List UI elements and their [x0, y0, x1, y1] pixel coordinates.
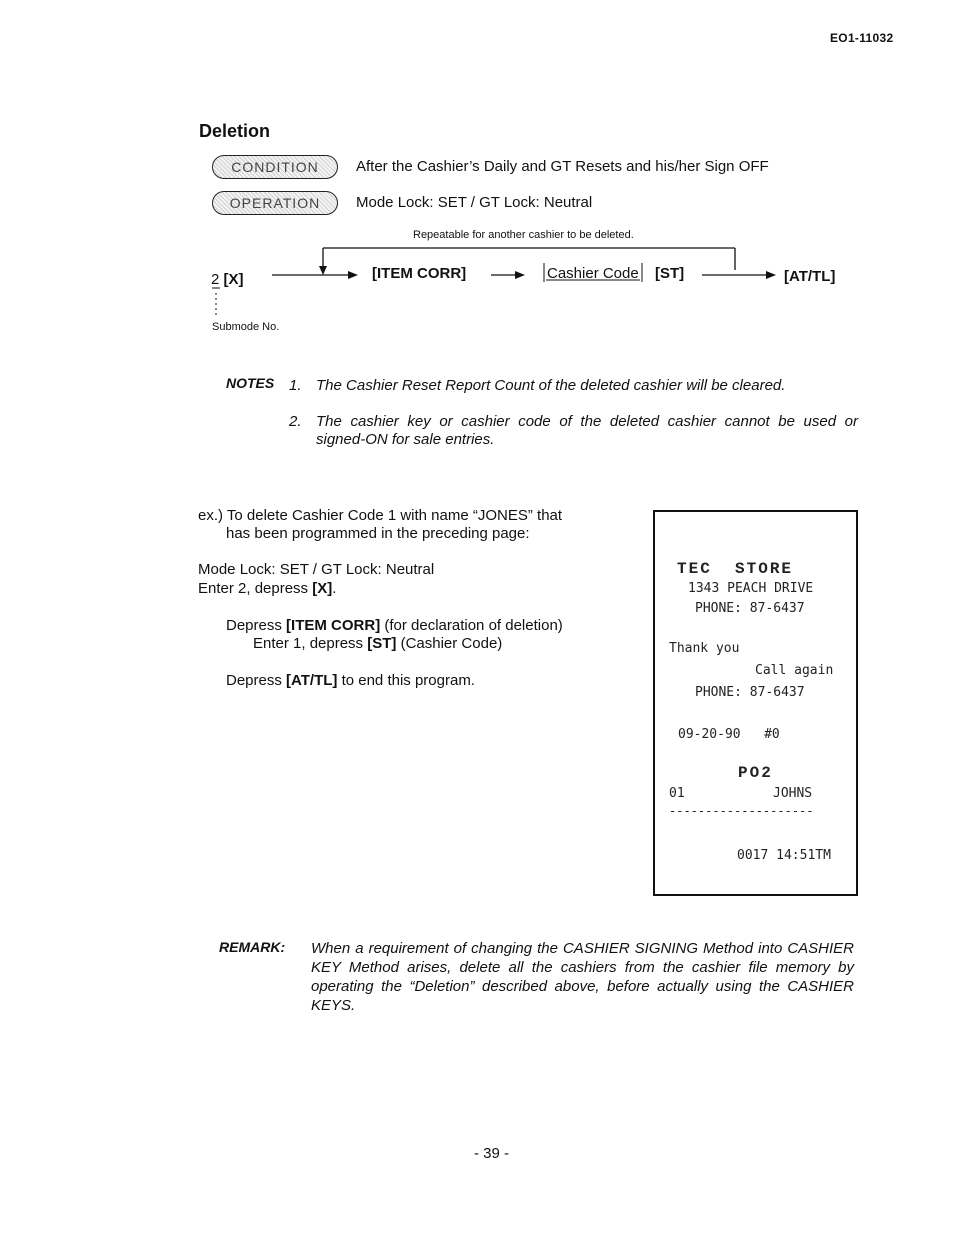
receipt-cashier-number: 01: [669, 786, 685, 801]
document-number: EO1-11032: [830, 31, 894, 45]
remark-label: REMARK:: [219, 939, 286, 955]
operation-text: Mode Lock: SET / GT Lock: Neutral: [356, 194, 593, 211]
example-step-enter-2: Enter 2, depress [X].: [198, 580, 337, 597]
condition-text: After the Cashier’s Daily and GT Resets and his/her Sign OFF: [356, 158, 769, 175]
remark-text: When a requirement of changing the CASHIER SIGNING Method into CASHIER KEY Method arises, delete all the cashiers from the cashier file memory by operating the “Deletion” described above, before actually using the CASHIER KEYS.: [311, 940, 854, 1014]
example-step-enter-1: Enter 1, depress [ST] (Cashier Code): [253, 635, 503, 652]
repeat-note: Repeatable for another cashier to be deleted.: [413, 229, 634, 241]
note-2-line1: The cashier key or cashier code of the deleted cashier cannot be used or: [316, 413, 858, 430]
receipt-call-again: Call again: [755, 663, 834, 678]
note-2-line2: signed-ON for sale entries.: [316, 431, 495, 448]
receipt-cashier-name: JOHNS: [773, 786, 813, 801]
receipt-date-line: 09-20-90 #0: [678, 727, 780, 742]
x-key: [X]: [219, 271, 244, 288]
receipt-thank-you: Thank you: [669, 641, 740, 656]
example-step-item-corr: Depress [ITEM CORR] (for declaration of deletion): [226, 617, 563, 634]
notes-label: NOTES: [226, 375, 275, 391]
note-2-number: 2.: [289, 413, 302, 430]
example-intro-line2: has been programmed in the preceding page:: [226, 525, 530, 542]
receipt-separator: --------------------: [669, 804, 814, 818]
receipt-store-name: TEC STORE: [677, 560, 794, 578]
example-step-end: Depress [AT/TL] to end this program.: [226, 672, 475, 689]
receipt-footer: 0017 14:51TM: [737, 848, 831, 863]
example-mode-lock: Mode Lock: SET / GT Lock: Neutral: [198, 561, 435, 578]
receipt-phone-1: PHONE: 87-6437: [695, 601, 805, 616]
st-key: [ST]: [655, 265, 685, 282]
receipt-address: 1343 PEACH DRIVE: [688, 581, 814, 596]
section-title: Deletion: [199, 121, 271, 141]
at-tl-key: [AT/TL]: [784, 268, 836, 285]
note-1-text: The Cashier Reset Report Count of the deleted cashier will be cleared.: [316, 377, 786, 394]
condition-badge: CONDITION: [212, 155, 338, 179]
submode-number: 2: [211, 271, 220, 288]
operation-badge: OPERATION: [212, 191, 338, 215]
example-intro-line1: ex.) To delete Cashier Code 1 with name “JONES” that: [198, 507, 563, 524]
page-number: - 39 -: [474, 1145, 510, 1162]
submode-label: Submode No.: [212, 321, 280, 333]
cashier-code-entry: Cashier Code: [547, 265, 639, 282]
flow-arrows: [0, 0, 954, 340]
note-1-number: 1.: [289, 377, 302, 394]
item-corr-key: [ITEM CORR]: [372, 265, 467, 282]
sample-receipt: [653, 510, 858, 896]
receipt-po: PO2: [738, 764, 773, 782]
receipt-phone-2: PHONE: 87-6437: [695, 685, 805, 700]
